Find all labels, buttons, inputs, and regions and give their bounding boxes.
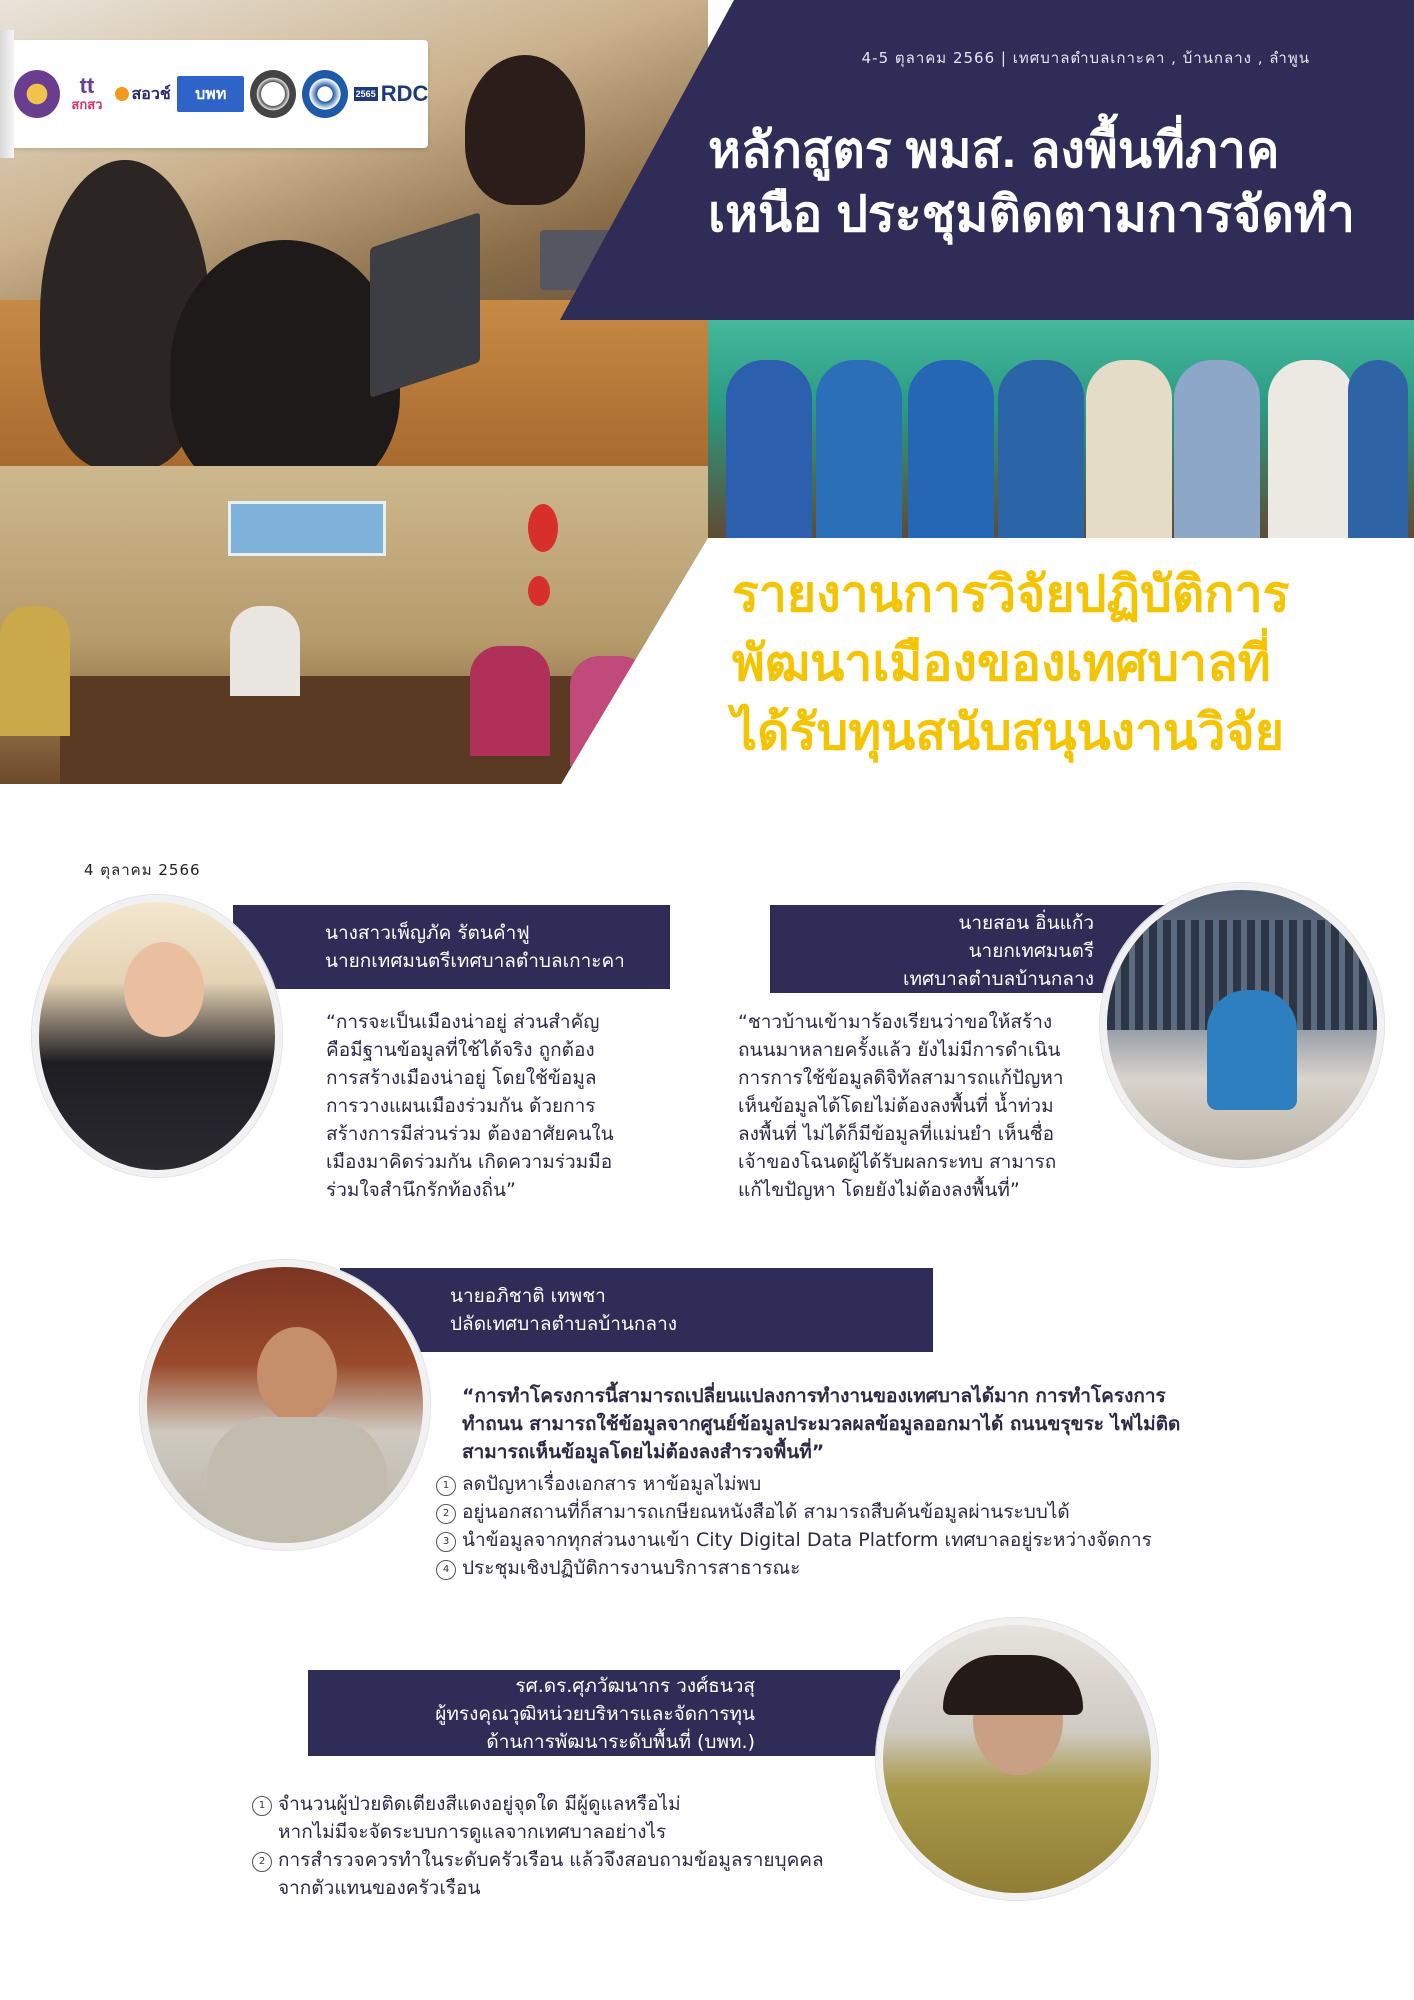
profile-name: นายสอน อิ่นแก้ว xyxy=(958,912,1094,934)
hair xyxy=(943,1655,1083,1715)
profile-name: นางสาวเพ็ญภัค รัตนคำฟู xyxy=(325,922,530,944)
profile-quote xyxy=(738,1008,1098,1204)
attendee xyxy=(0,606,70,736)
event-date-place: 4-5 ตุลาคม 2566 | เทศบาลตำบลเกาะคา , บ้านกลาง , ลำพูน xyxy=(861,49,1310,67)
profile-role: ด้านการพัฒนาระดับพื้นที่ (บพท.) xyxy=(486,1731,755,1753)
lantern xyxy=(528,504,558,552)
person xyxy=(998,360,1084,538)
list-item-text: อยู่นอกสถานที่ก็สามารถเกษียณหนังสือได้ สามารถสืบค้นข้อมูลผ่านระบบได้ xyxy=(462,1501,1070,1523)
municipality-sign xyxy=(228,501,386,556)
quote-line: เมืองมาคิดร่วมกัน เกิดความร่วมมือ xyxy=(326,1151,613,1173)
wheel-seal-logo xyxy=(302,70,348,118)
quote-line: “การทำโครงการนี้สามารถเปลี่ยนแปลงการทำงานของเทศบาลได้มาก การทำโครงการ xyxy=(462,1385,1166,1407)
profile-role: เทศบาลตำบลบ้านกลาง xyxy=(903,968,1094,990)
profile-name: รศ.ดร.ศุภวัฒนากร วงศ์ธนวสุ xyxy=(515,1675,755,1697)
rdc-logo: 2565 RDC xyxy=(355,81,429,106)
profile-photo xyxy=(876,1618,1158,1900)
key-points-list xyxy=(252,1790,872,1902)
quote-line: สร้างการมีส่วนร่วม ต้องอาศัยคนใน xyxy=(326,1123,614,1145)
profile-photo xyxy=(32,895,282,1177)
attendee xyxy=(470,646,550,756)
person xyxy=(908,360,994,538)
list-item xyxy=(436,1526,1336,1554)
title-line: เหนือ ประชุมติดตามการจัดทำ xyxy=(708,186,1355,242)
number-badge: 2 xyxy=(436,1504,456,1524)
sorwor-logo: สอวช์ xyxy=(114,69,171,119)
profile-name: นายอภิชาติ เทพชา xyxy=(450,1285,606,1307)
number-badge: 4 xyxy=(436,1560,456,1580)
lantern xyxy=(528,576,550,606)
person xyxy=(1268,360,1354,538)
subtitle-line: พัฒนาเมืองของเทศบาลที่ xyxy=(732,635,1271,691)
list-item-text: จำนวนผู้ป่วยติดเตียงสีแดงอยู่จุดใด มีผู้ดูแลหรือไม่ xyxy=(278,1793,681,1815)
list-item-text: ลดปัญหาเรื่องเอกสาร หาข้อมูลไม่พบ xyxy=(462,1473,762,1495)
uniform xyxy=(207,1417,387,1550)
number-badge: 1 xyxy=(252,1796,272,1816)
list-item xyxy=(436,1470,1336,1498)
list-item-text: การสำรวจควรทำในระดับครัวเรือน แล้วจึงสอบถามข้อมูลรายบุคคล xyxy=(278,1849,824,1871)
subtitle-line: ได้รับทุนสนับสนุนงานวิจัย xyxy=(732,704,1285,760)
key-points-list xyxy=(436,1470,1336,1582)
list-item-text: ประชุมเชิงปฏิบัติการงานบริการสาธารณะ xyxy=(462,1557,801,1579)
number-badge: 2 xyxy=(252,1852,272,1872)
person xyxy=(1207,990,1297,1110)
number-badge: 1 xyxy=(436,1476,456,1496)
subtitle-line: รายงานการวิจัยปฏิบัติการ xyxy=(732,566,1290,622)
profile-name-box xyxy=(233,905,670,989)
profile-photo xyxy=(140,1260,430,1550)
meeting-date: 4 ตุลาคม 2566 xyxy=(84,861,201,879)
profile-name-box xyxy=(340,1268,933,1352)
quote-line: เห็นข้อมูลได้โดยไม่ต้องลงพื้นที่ น้ำท่วม xyxy=(738,1095,1054,1117)
profile-role: ผู้ทรงคุณวุฒิหน่วยบริหารและจัดการทุน xyxy=(435,1703,755,1725)
quote-line: สามารถเห็นข้อมูลโดยไม่ต้องลงสำรวจพื้นที่” xyxy=(462,1441,825,1463)
quote-line: แก้ไขปัญหา โดยยังไม่ต้องลงพื้นที่” xyxy=(738,1179,1020,1201)
list-item-text: นำข้อมูลจากทุกส่วนงานเข้า City Digital Data Platform เทศบาลอยู่ระหว่างจัดการ xyxy=(462,1529,1152,1551)
quote-line: ลงพื้นที่ ไม่ได้ก็มีข้อมูลที่แม่นยำ เห็นชื่อ xyxy=(738,1123,1055,1145)
quote-line: “ชาวบ้านเข้ามาร้องเรียนว่าขอให้สร้าง xyxy=(738,1011,1053,1033)
quote-line: การวางแผนเมืองร่วมกัน ด้วยการ xyxy=(326,1095,596,1117)
number-badge: 3 xyxy=(436,1532,456,1552)
person xyxy=(816,360,902,538)
person xyxy=(726,360,812,538)
profile-quote xyxy=(326,1008,666,1204)
quote-line: ถนนมาหลายครั้งแล้ว ยังไม่มีการดำเนิน xyxy=(738,1039,1061,1061)
attendee xyxy=(465,55,585,205)
list-item-text: หากไม่มีจะจัดระบบการดูแลจากเทศบาลอย่างไร xyxy=(278,1821,667,1843)
list-item xyxy=(436,1498,1336,1526)
group-photo xyxy=(708,320,1414,538)
title-line: หลักสูตร พมส. ลงพื้นที่ภาค xyxy=(708,122,1280,178)
person xyxy=(1086,360,1172,538)
crest-logo xyxy=(14,70,60,118)
face xyxy=(257,1327,337,1422)
tt-logo: tt สกสว xyxy=(71,73,103,112)
profile-role: นายกเทศมนตรีเทศบาลตำบลเกาะคา xyxy=(325,950,625,972)
profile-quote xyxy=(462,1382,1362,1466)
list-item xyxy=(252,1846,872,1902)
quote-line: คือมีฐานข้อมูลที่ใช้ได้จริง ถูกต้อง xyxy=(326,1039,595,1061)
person xyxy=(1174,360,1260,538)
list-item xyxy=(252,1790,872,1846)
quote-line: เจ้าของโฉนดผู้ได้รับผลกระทบ สามารถ xyxy=(738,1151,1057,1173)
profile-role: นายกเทศมนตรี xyxy=(968,940,1094,962)
page-title xyxy=(708,118,1398,246)
face xyxy=(124,942,204,1037)
list-item-text: จากตัวแทนของครัวเรือน xyxy=(278,1877,481,1899)
quote-line: ทำถนน สามารถใช้ข้อมูลจากศูนย์ข้อมูลประมวลผลข้อมูลออกมาได้ ถนนขรุขระ ไฟไม่ติด xyxy=(462,1413,1181,1435)
speaker xyxy=(230,606,300,696)
list-item xyxy=(436,1554,1336,1582)
quote-line: การการใช้ข้อมูลดิจิทัลสามารถแก้ปัญหา xyxy=(738,1067,1064,1089)
partner-logos xyxy=(8,40,428,148)
bpt-logo: บพท xyxy=(177,76,244,112)
quote-line: “การจะเป็นเมืองน่าอยู่ ส่วนสำคัญ xyxy=(326,1011,600,1033)
profile-name-box xyxy=(308,1670,900,1756)
quote-line: ร่วมใจสำนึกรักท้องถิ่น” xyxy=(326,1179,516,1201)
profile-photo xyxy=(1100,883,1384,1167)
page-subtitle xyxy=(732,560,1382,767)
profile-role: ปลัดเทศบาลตำบลบ้านกลาง xyxy=(450,1313,678,1335)
quote-line: การสร้างเมืองน่าอยู่ โดยใช้ข้อมูล xyxy=(326,1067,597,1089)
university-seal-logo xyxy=(250,70,296,118)
person xyxy=(1348,360,1408,538)
